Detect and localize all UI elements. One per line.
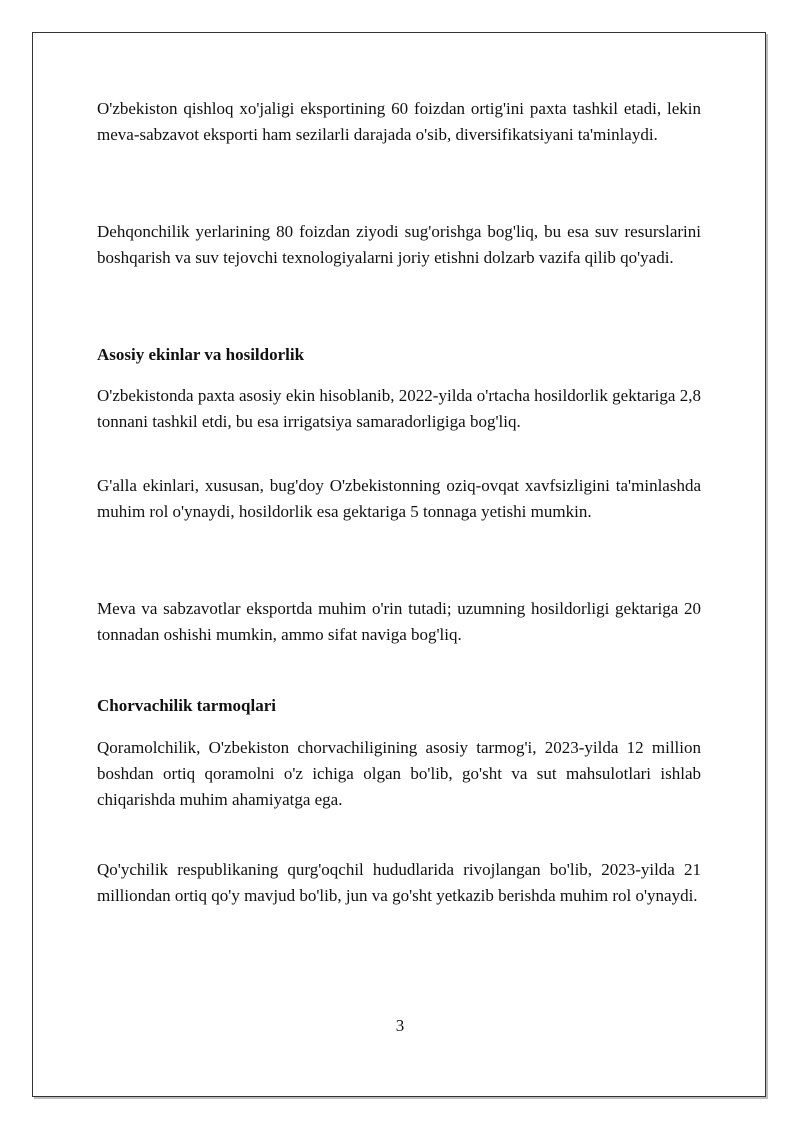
page-number: 3: [395, 1016, 405, 1035]
heading-livestock: Chorvachilik tarmoqlari: [97, 696, 276, 715]
paragraph-irrigation: Dehqonchilik yerlarining 80 foizdan ziyodi sug'orishga bog'liq, bu esa suv resurslarini boshqarish va suv tejovchi texnologiyalarni joriy etishni dolzarb vazifa qilib qo'yadi.: [97, 222, 701, 267]
paragraph-cotton-exports: O'zbekiston qishloq xo'jaligi eksportining 60 foizdan ortig'ini paxta tashkil etadi, lekin meva-sabzavot eksporti ham sezilarli darajada o'sib, diversifikatsiyani ta'minlaydi.: [97, 99, 701, 144]
heading-main-crops: Asosiy ekinlar va hosildorlik: [97, 345, 305, 364]
paragraph-cotton-yield: O'zbekistonda paxta asosiy ekin hisoblanib, 2022-yilda o'rtacha hosildorlik gektariga 2,8 tonnani tashkil etdi, bu esa irrigatsiya samaradorligiga bog'liq.: [97, 386, 701, 431]
document-page: [32, 32, 766, 1097]
paragraph-fruits-vegetables: Meva va sabzavotlar eksportda muhim o'rin tutadi; uzumning hosildorligi gektariga 20 tonnadan oshishi mumkin, ammo sifat naviga bog'liq.: [97, 599, 701, 644]
paragraph-grain-crops: G'alla ekinlari, xususan, bug'doy O'zbekistonning oziq-ovqat xavfsizligini ta'minlashda muhim rol o'ynaydi, hosildorlik esa gektariga 5 tonnaga yetishi mumkin.: [97, 476, 701, 521]
paragraph-cattle: Qoramolchilik, O'zbekiston chorvachiligining asosiy tarmog'i, 2023-yilda 12 million boshdan ortiq qoramolni o'z ichiga olgan bo'lib, go'sht va sut mahsulotlari ishlab chiqarishda muhim ahamiyatga ega.: [97, 738, 701, 809]
paragraph-sheep: Qo'ychilik respublikaning qurg'oqchil hududlarida rivojlangan bo'lib, 2023-yilda 21 milliondan ortiq qo'y mavjud bo'lib, jun va go'sht yetkazib berishda muhim rol o'ynaydi.: [97, 860, 701, 905]
